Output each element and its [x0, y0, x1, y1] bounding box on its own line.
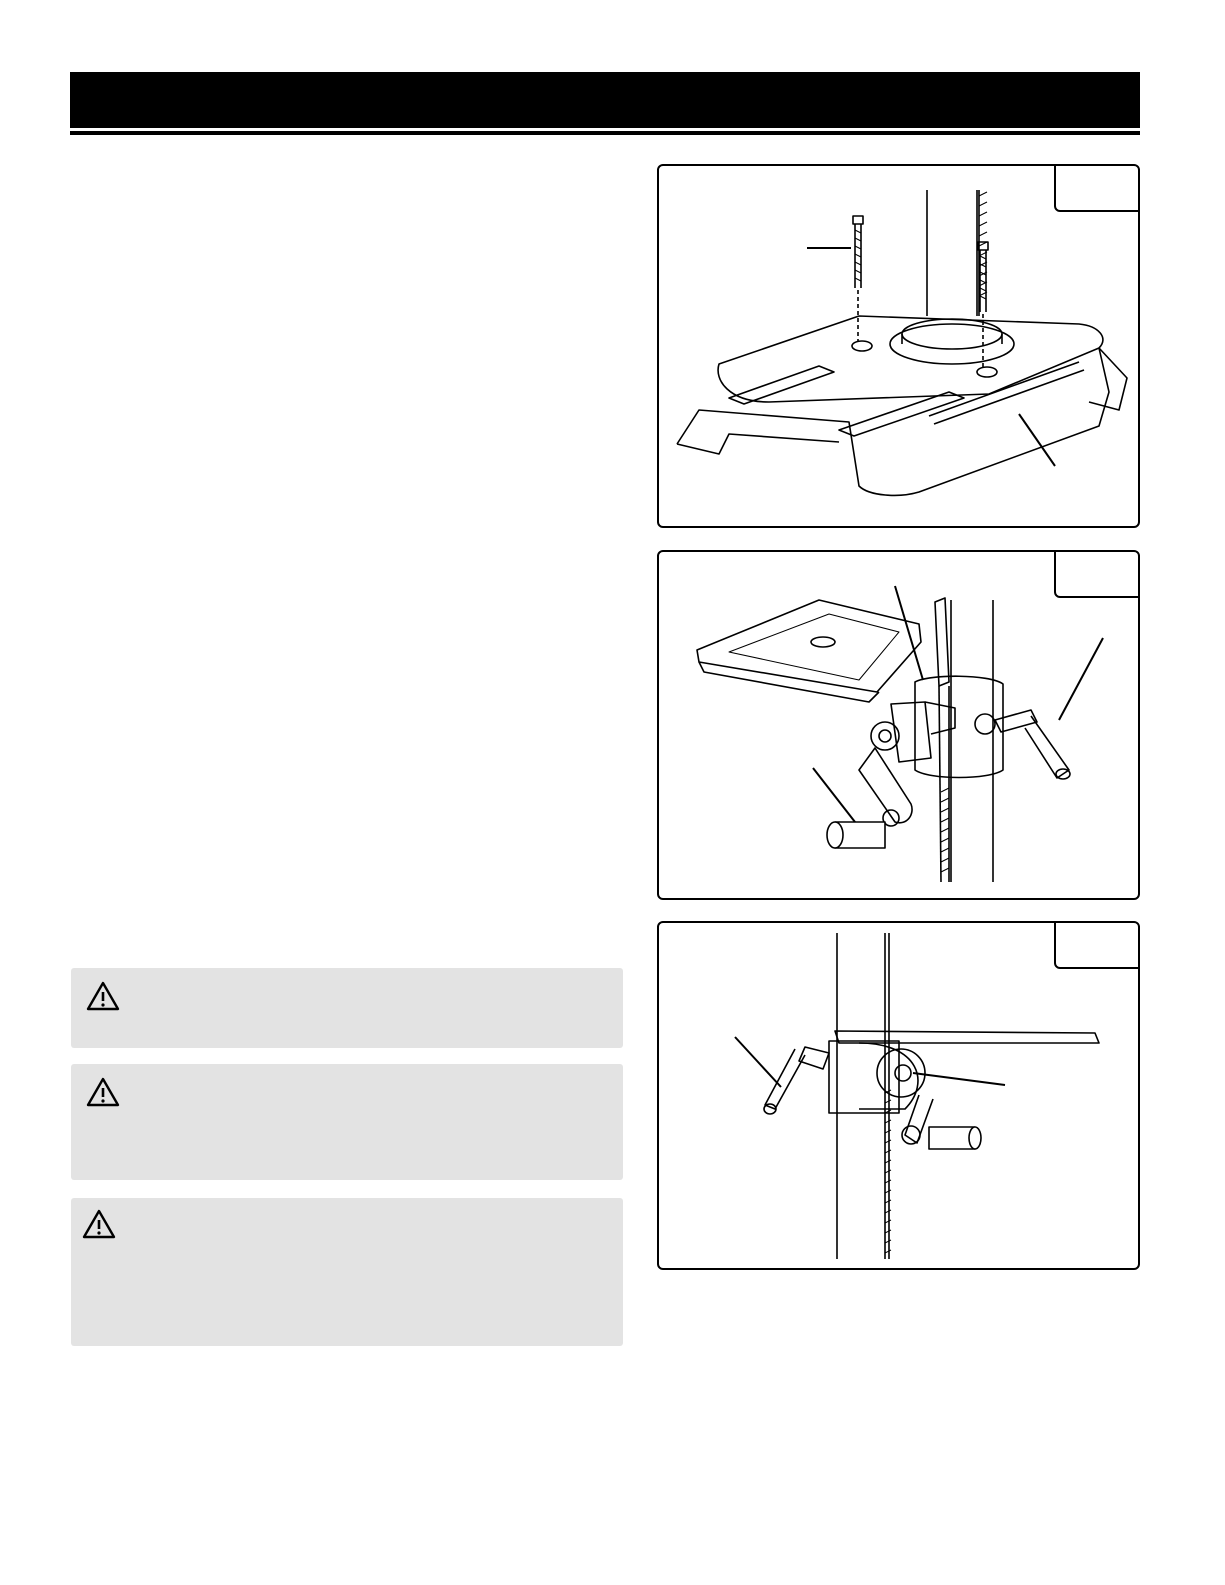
section-header-bar [70, 72, 1140, 128]
figure-table-crank [657, 550, 1140, 900]
header-rule [70, 131, 1140, 135]
figure-table-tilt [657, 921, 1140, 1270]
figure-number-tab [1054, 550, 1140, 598]
warning-box [71, 968, 623, 1048]
figure-number-tab [1054, 921, 1140, 969]
warning-triangle-icon [85, 980, 121, 1012]
warning-box [71, 1064, 623, 1180]
table-crank-illustration [659, 552, 1140, 900]
table-tilt-illustration [659, 923, 1140, 1270]
warning-box [71, 1198, 623, 1346]
warning-triangle-icon [81, 1208, 117, 1240]
warning-triangle-icon [85, 1076, 121, 1108]
base-bolts-illustration [659, 166, 1140, 528]
figure-base-bolts [657, 164, 1140, 528]
figure-number-tab [1054, 164, 1140, 212]
